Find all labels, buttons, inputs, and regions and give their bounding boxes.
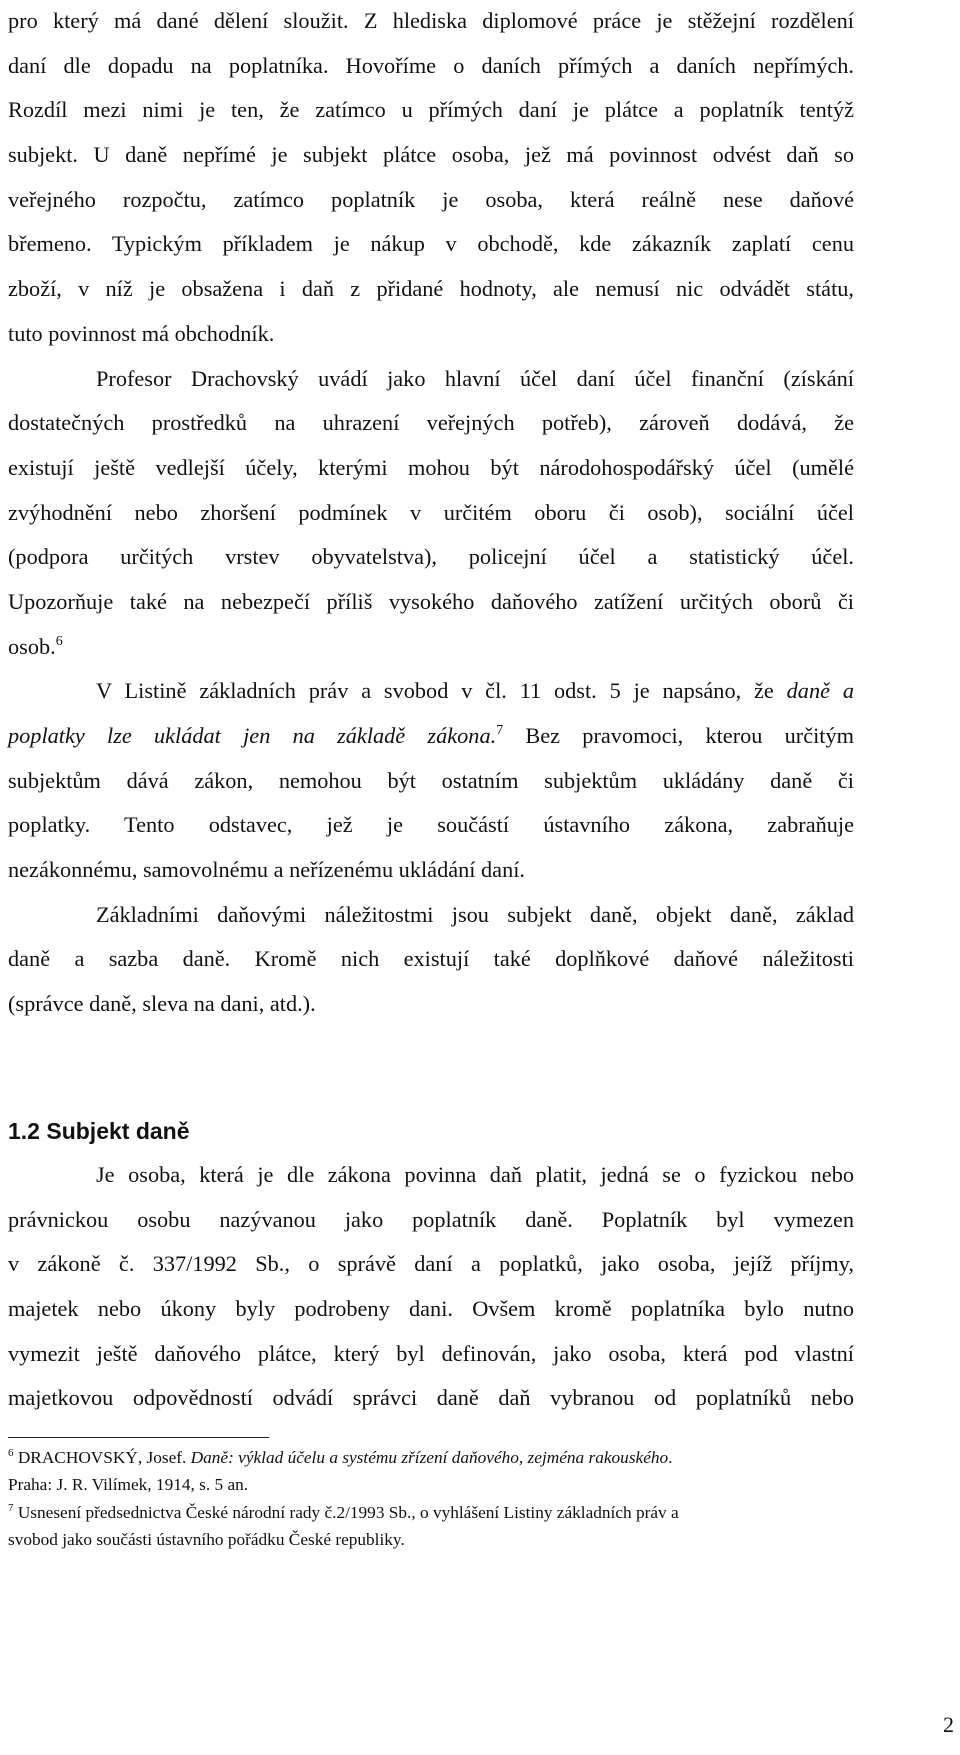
footnote-ref[interactable]: 7 — [496, 723, 504, 738]
text-line: pro který má dané dělení sloužit. Z hlediska diplomové práce je stěžejní rozdělení — [8, 8, 854, 33]
footnote-title: Daně: výklad účelu a systému zřízení daňového, zejména rakouského — [190, 1447, 669, 1467]
text-line: Upozorňuje také na nebezpečí příliš vysokého daňového zatížení určitých oborů či — [8, 588, 854, 614]
section-heading: 1.2 Subjekt daně — [8, 1117, 190, 1144]
text-line: Rozdíl mezi nimi je ten, že zatímco u přímých daní je plátce a poplatník tentýž — [8, 97, 854, 123]
document-page — [8, 0, 854, 1554]
text-line: dostatečných prostředků na uhrazení veřejných potřeb), zároveň dodává, že — [8, 410, 854, 436]
text-line: Profesor Drachovský uvádí jako hlavní účel daní účel finanční (získání — [96, 365, 854, 391]
footnote-ref[interactable]: 6 — [55, 633, 63, 649]
text-line: existují ještě vedlejší účely, kterými mohou být národohospodářský účel (umělé — [8, 454, 854, 480]
text-line: zvýhodnění nebo zhoršení podmínek v určitém oboru či osob), sociální účel — [8, 499, 854, 525]
paragraph — [8, 357, 854, 670]
line-text: Bez pravomoci, kterou určitým — [503, 723, 854, 748]
footnote — [8, 1444, 854, 1472]
footnote: svobod jako součásti ústavního pořádku České republiky. — [8, 1530, 405, 1550]
text-line: (podpora určitých vrstev obyvatelstva), policejní účel a statistický účel. — [8, 544, 854, 570]
paragraph — [8, 669, 854, 892]
text-line: poplatky. Tento odstavec, jež je součástí ústavního zákona, zabraňuje — [8, 812, 854, 838]
line-text: osob. — [8, 633, 56, 659]
text-line: veřejného rozpočtu, zatímco poplatník je osoba, která reálně nese daňové — [8, 186, 854, 212]
text-line: subjektům dává zákon, nemohou být ostatním subjektům ukládány daně či — [8, 767, 854, 793]
text-line: subjekt. U daně nepřímé je subjekt plátce osoba, jež má povinnost odvést daň so — [8, 142, 854, 168]
text-line: tuto povinnost má obchodník. — [8, 320, 275, 346]
text-line: zboží, v níž je obsažena i daň z přidané hodnoty, ale nemusí nic odvádět státu, — [8, 276, 854, 302]
italic-text: daně a — [786, 678, 854, 704]
text-line: vymezit ještě daňového plátce, který byl definován, jako osoba, která pod vlastní — [8, 1340, 854, 1366]
text-line — [8, 625, 854, 670]
text-line: Je osoba, která je dle zákona povinna daň platit, jedná se o fyzickou nebo — [96, 1161, 854, 1187]
text-line: v zákoně č. 337/1992 Sb., o správě daní a poplatků, jako osoba, jejíž příjmy, — [8, 1251, 854, 1277]
paragraph — [8, 0, 854, 357]
page-number: 2 — [943, 1712, 954, 1737]
text-line — [8, 714, 854, 759]
text-line — [8, 669, 854, 714]
footnote-number: 6 — [8, 1446, 14, 1459]
text-line: majetkovou odpovědností odvádí správci daně daň vybranou od poplatníků nebo — [8, 1385, 854, 1411]
text-line: nezákonnému, samovolnému a neřízenému ukládání daní. — [8, 857, 525, 883]
line-text: V Listině základních práv a svobod v čl. 11 odst. 5 je napsáno, že — [96, 678, 787, 704]
italic-text: poplatky lze ukládat jen na základě zákona. — [8, 723, 497, 748]
footnote-text: Usnesení předsednictva České národní rady č.2/1993 Sb., o vyhlášení Listiny základních práv a — [13, 1502, 679, 1522]
paragraph — [8, 893, 854, 1027]
text-line: daně a sazba daně. Kromě nich existují také doplňkové daňové náležitosti — [8, 946, 854, 972]
text-line: majetek nebo úkony byly podrobeny dani. Ovšem kromě poplatníka bylo nutno — [8, 1295, 854, 1321]
text-line: (správce daně, sleva na dani, atd.). — [8, 991, 316, 1017]
footnotes — [8, 1444, 854, 1554]
footnote-number: 7 — [8, 1501, 14, 1514]
spacer — [8, 1027, 854, 1107]
footnote-text: . — [668, 1447, 673, 1467]
text-line: Základními daňovými náležitostmi jsou subjekt daně, objekt daně, základ — [96, 901, 854, 927]
text-line: právnickou osobu nazývanou jako poplatník daně. Poplatník byl vymezen — [8, 1206, 854, 1232]
text-line: břemeno. Typickým příkladem je nákup v obchodě, kde zákazník zaplatí cenu — [8, 231, 854, 257]
paragraph — [8, 1153, 854, 1421]
footnote — [8, 1499, 854, 1527]
footnote-text: DRACHOVSKÝ, Josef. — [13, 1447, 191, 1467]
text-line: daní dle dopadu na poplatníka. Hovoříme o daních přímých a daních nepřímých. — [8, 52, 854, 78]
footnote-separator — [8, 1437, 269, 1438]
footnote: Praha: J. R. Vilímek, 1914, s. 5 an. — [8, 1475, 249, 1495]
